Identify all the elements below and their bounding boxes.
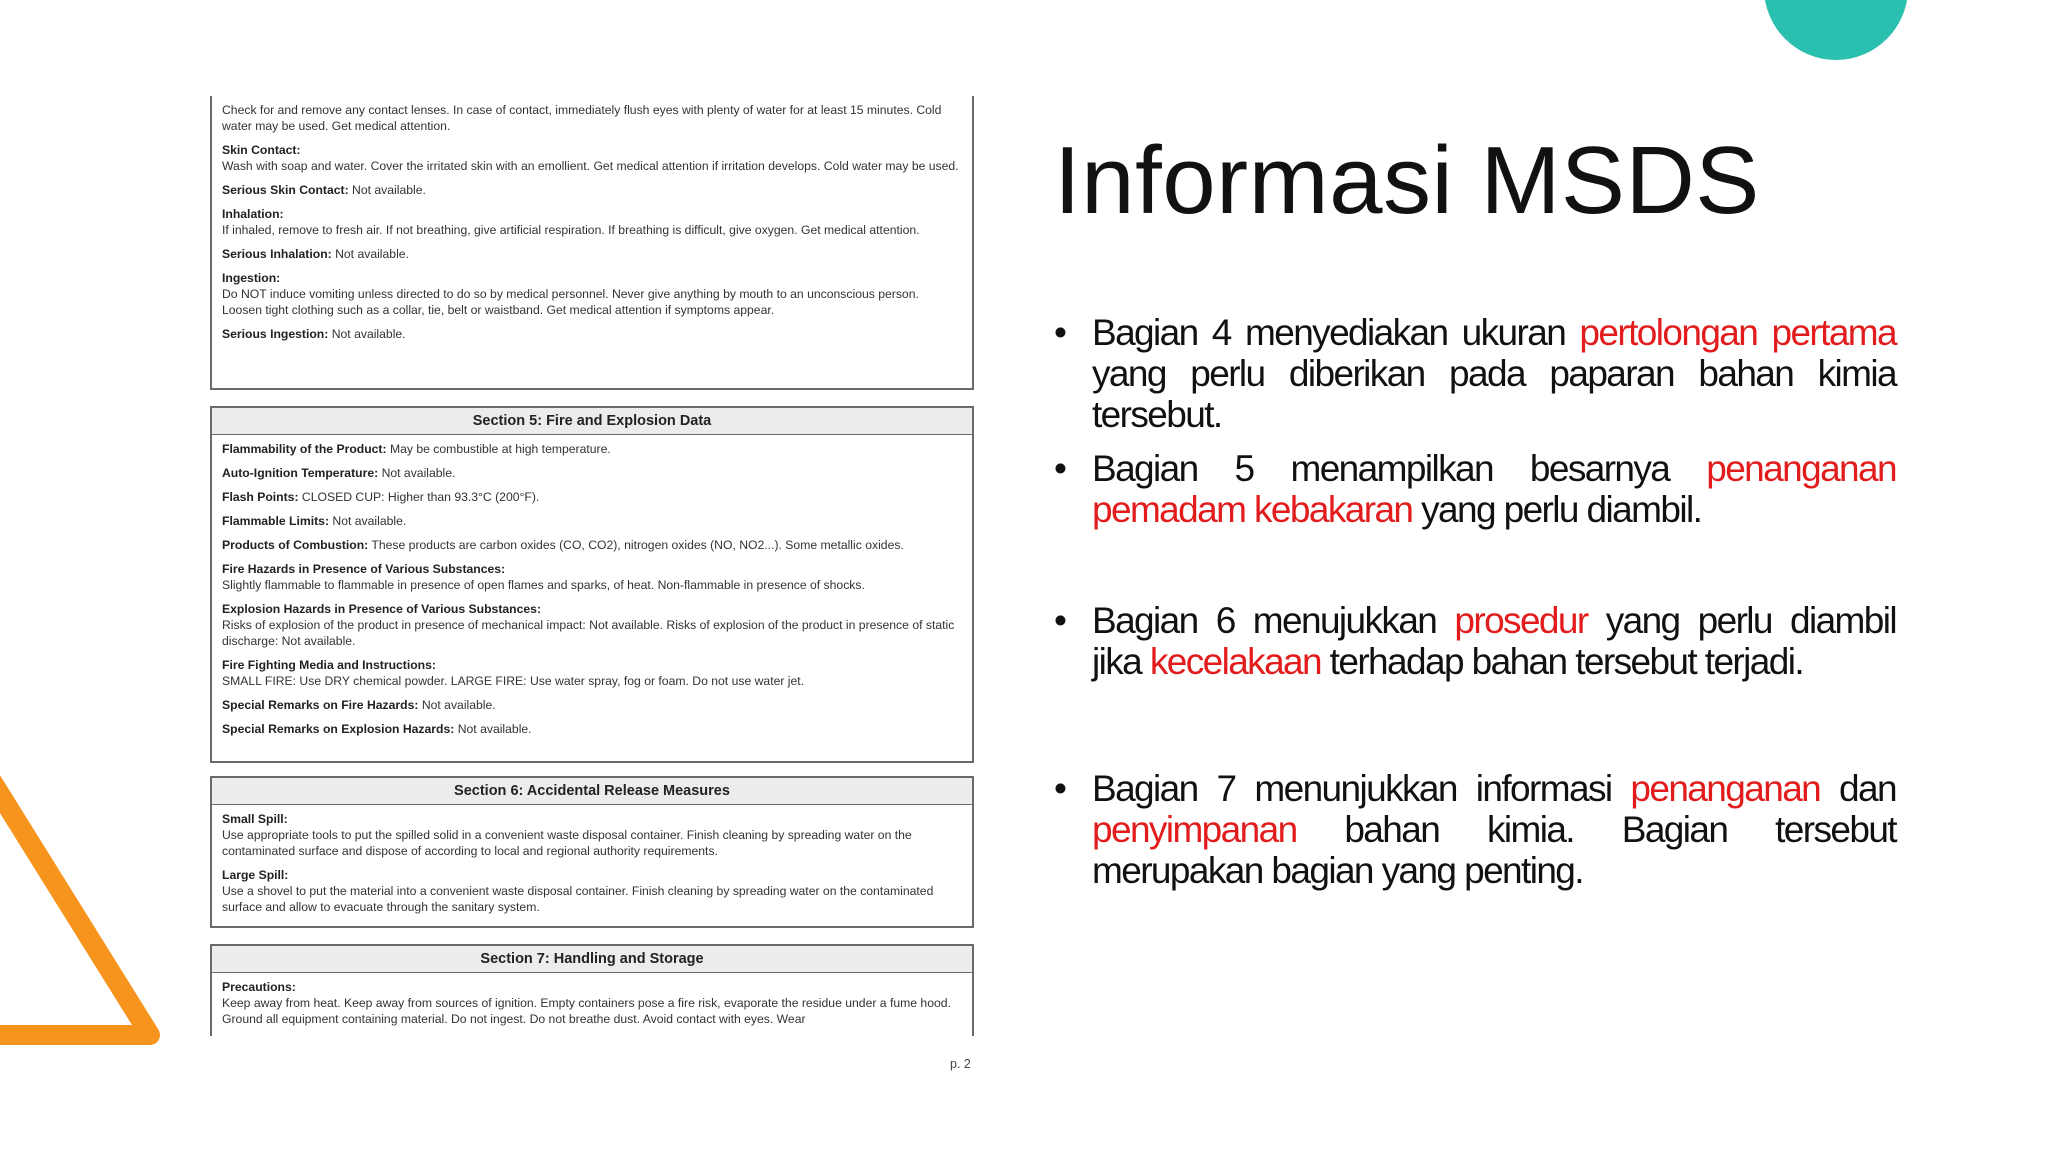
msds-entry: Products of Combustion: These products are carbon oxides (CO, CO2), nitrogen oxides (NO, NO2...). Some metallic oxides. xyxy=(222,538,904,552)
bullet-item xyxy=(1054,448,1896,530)
bullet-item xyxy=(1054,312,1896,435)
triangle-outline-icon xyxy=(0,740,170,1050)
bullet-text: Bagian 4 menyediakan ukuran pertolongan pertama yang perlu diberikan pada paparan bahan kimia tersebut. xyxy=(1092,312,1896,435)
msds-entry: Ingestion: Do NOT induce vomiting unless directed to do so by medical personnel. Never give anything by mouth to an unconscious person. Loosen tight clothing such as a collar, tie, belt or waistband. Get medical attention if symptoms appear. xyxy=(222,271,919,317)
msds-entry: Large Spill: Use a shovel to put the material into a convenient waste disposal container. Finish cleaning by spreading water on the contaminated surface and allow to evacuate through the sanitary system. xyxy=(222,868,934,914)
msds-entry: Small Spill: Use appropriate tools to put the spilled solid in a convenient waste disposal container. Finish cleaning by spreading water on the contaminated surface and dispose of according to local and regional authority requirements. xyxy=(222,812,912,858)
slide-title: Informasi MSDS xyxy=(1054,127,1760,234)
bullet-text: Bagian 6 menujukkan prosedur yang perlu diambil jika kecelakaan terhadap bahan tersebut terjadi. xyxy=(1092,600,1896,682)
section-5-title: Section 5: Fire and Explosion Data xyxy=(212,408,972,435)
msds-section-5 xyxy=(210,406,974,763)
msds-entry: Flammability of the Product: May be combustible at high temperature. xyxy=(222,442,611,456)
msds-entry: Serious Ingestion: Not available. xyxy=(222,327,406,341)
bullet-text: Bagian 5 menampilkan besarnya penanganan pemadam kebakaran yang perlu diambil. xyxy=(1092,448,1896,530)
msds-entry: Special Remarks on Fire Hazards: Not available. xyxy=(222,698,496,712)
msds-entry: Skin Contact: Wash with soap and water. Cover the irritated skin with an emollient. Get medical attention if irritation develops. Cold water may be used. xyxy=(222,143,959,173)
bullet-dot: • xyxy=(1054,768,1066,809)
bullet-dot: • xyxy=(1054,600,1066,641)
section-7-title: Section 7: Handling and Storage xyxy=(212,946,972,973)
msds-entry: Explosion Hazards in Presence of Various Substances: Risks of explosion of the product in presence of mechanical impact: Not available. Risks of explosion of the product in presence of static discharge: Not available. xyxy=(222,602,955,648)
msds-entry: Inhalation: If inhaled, remove to fresh air. If not breathing, give artificial respiration. If breathing is difficult, give oxygen. Get medical attention. xyxy=(222,207,920,237)
msds-entry: Serious Skin Contact: Not available. xyxy=(222,183,426,197)
teal-circle-decoration xyxy=(1764,0,1908,60)
msds-entry: Check for and remove any contact lenses. In case of contact, immediately flush eyes with plenty of water for at least 15 minutes. Cold water may be used. Get medical attention. xyxy=(222,103,942,133)
msds-entry: Special Remarks on Explosion Hazards: Not available. xyxy=(222,722,532,736)
bullet-item xyxy=(1054,768,1896,891)
msds-entry: Flammable Limits: Not available. xyxy=(222,514,407,528)
msds-entry: Serious Inhalation: Not available. xyxy=(222,247,409,261)
bullet-dot: • xyxy=(1054,448,1066,489)
msds-entry: Fire Hazards in Presence of Various Substances: Slightly flammable to flammable in presence of open flames and sparks, of heat. Non-flammable in presence of shocks. xyxy=(222,562,865,592)
section-6-title: Section 6: Accidental Release Measures xyxy=(212,778,972,805)
msds-entry: Auto-Ignition Temperature: Not available. xyxy=(222,466,456,480)
bullet-item xyxy=(1054,600,1896,682)
bullet-text: Bagian 7 menunjukkan informasi penanganan dan penyimpanan bahan kimia. Bagian tersebut merupakan bagian yang penting. xyxy=(1092,768,1896,891)
msds-first-aid-box xyxy=(210,96,974,390)
orange-triangle-decoration xyxy=(0,740,170,1050)
msds-entry: Precautions: Keep away from heat. Keep away from sources of ignition. Empty containers pose a fire risk, evaporate the residue under a fume hood. Ground all equipment containing material. Do not ingest. Do not breathe dust. Avoid contact with eyes. Wear xyxy=(222,980,951,1026)
msds-document-image xyxy=(210,96,978,1086)
bullet-dot: • xyxy=(1054,312,1066,353)
msds-entry: Fire Fighting Media and Instructions: SMALL FIRE: Use DRY chemical powder. LARGE FIRE: Use water spray, fog or foam. Do not use water jet. xyxy=(222,658,805,688)
msds-section-6 xyxy=(210,776,974,928)
page-number: p. 2 xyxy=(950,1057,971,1071)
msds-entry: Flash Points: CLOSED CUP: Higher than 93.3°C (200°F). xyxy=(222,490,540,504)
msds-section-7 xyxy=(210,944,974,1036)
